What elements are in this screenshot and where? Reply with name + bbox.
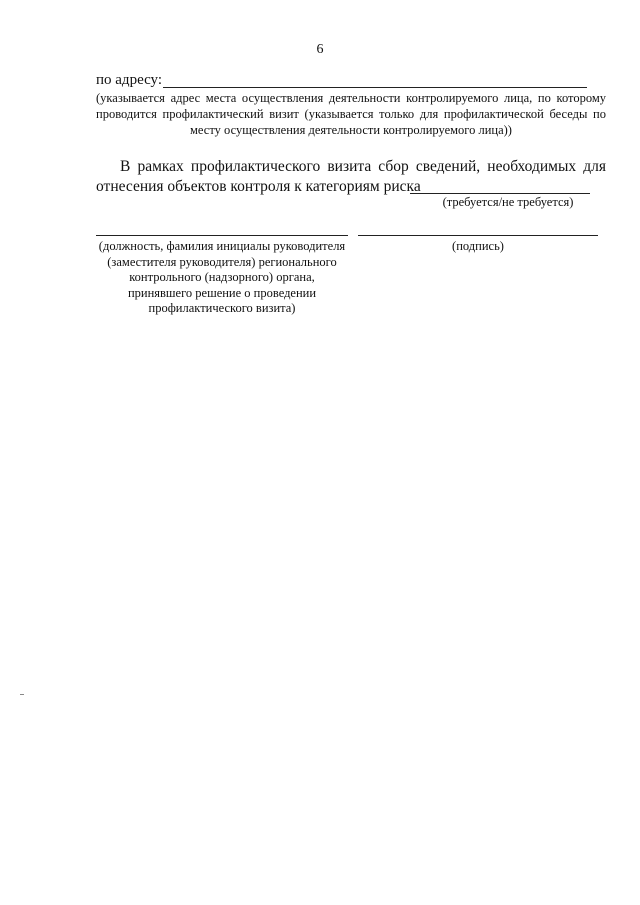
signature-line xyxy=(358,235,598,236)
required-hint: (требуется/не требуется) xyxy=(442,195,574,209)
risk-paragraph-line2: отнесения объектов контроля к категориям риска xyxy=(96,178,421,195)
signature-caption: (подпись) xyxy=(452,239,504,253)
address-hint: (указывается адрес места осуществления деятельности контролируемого лица, по которому проводится профилактический визит (указывается только для профилактической беседы по месту осуществления деятельности контролируемого лица)) xyxy=(96,91,606,137)
page-number: 6 xyxy=(316,42,324,57)
scan-artifact-mark xyxy=(20,694,24,695)
risk-paragraph-line1: В рамках профилактического визита сбор сведений, необходимых для xyxy=(120,158,606,175)
position-signature-line xyxy=(96,235,348,236)
address-label: по адресу: xyxy=(96,72,163,88)
position-caption: (должность, фамилия инициалы руководителя (заместителя руководителя) регионального контрольного (надзорного) органа, принявшего решение о проведении профилактического визита) xyxy=(98,239,346,315)
address-fill-line xyxy=(163,87,587,88)
